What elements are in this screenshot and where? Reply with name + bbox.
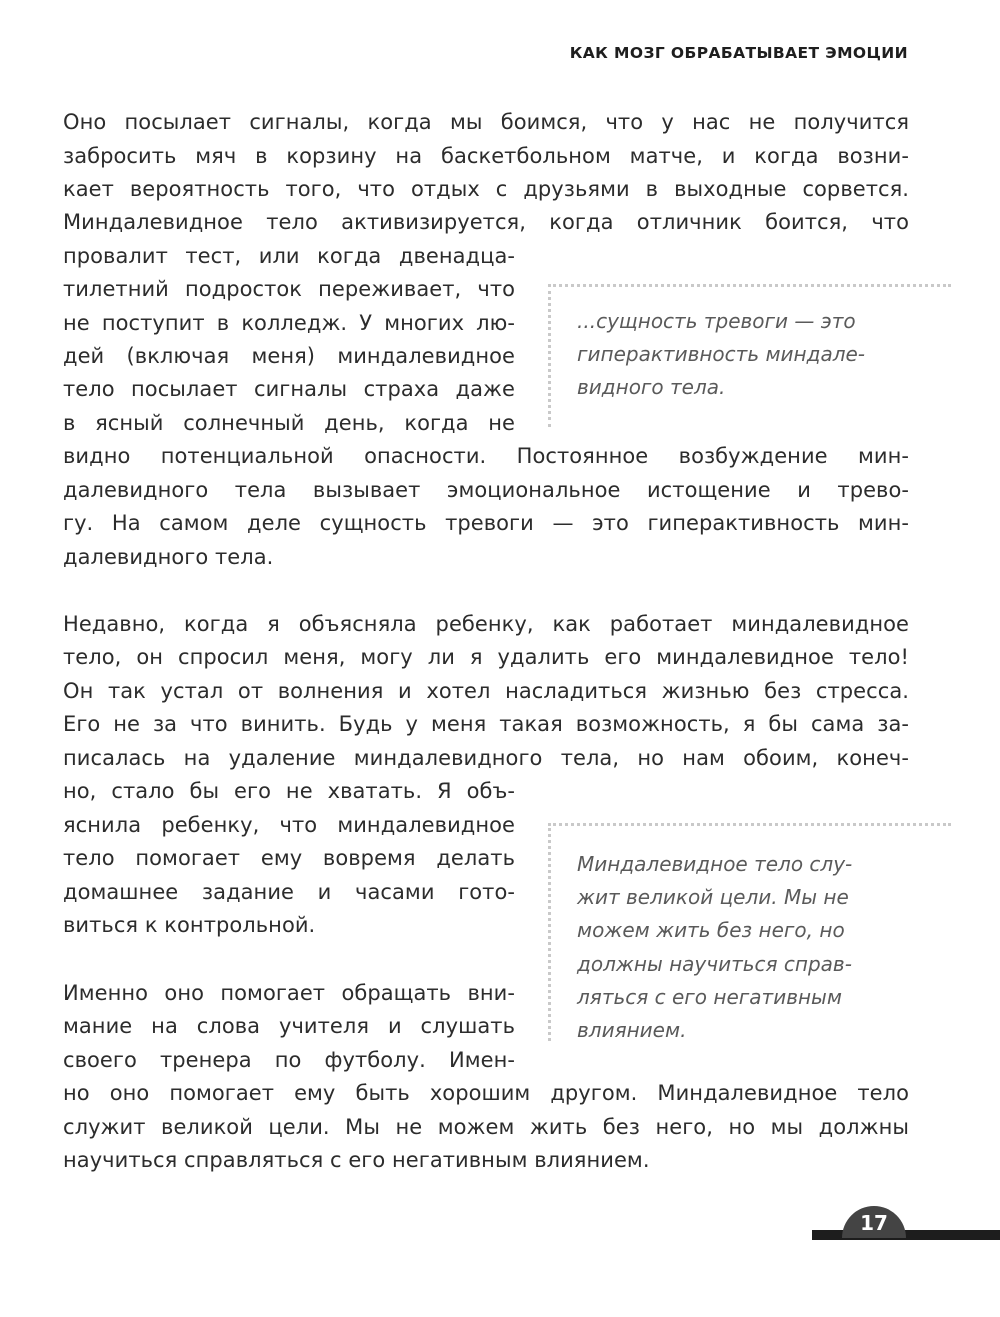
text-line: своего тренера по футболу. Имен- [63,1048,515,1072]
text-line: кает вероятность того, что отдых с друзьями в выходные сорвется. [63,177,909,201]
pull-quote-line: жит великой цели. Мы не [577,885,849,909]
text-line: забросить мяч в корзину на баскетбольном матче, и когда возни- [63,144,909,168]
text-line: научиться справляться с его негативным влиянием. [63,1148,650,1172]
pull-quote-line: Миндалевидное тело слу- [577,852,853,876]
text-line: виться к контрольной. [63,913,316,937]
text-line: тело посылает сигналы страха даже [63,377,515,401]
pull-quote-line: видного тела. [577,375,726,399]
pull-quote-line: гиперактивность миндале- [577,342,866,366]
text-line: гу. На самом деле сущность тревоги — это гиперактивность мин- [63,511,909,535]
text-line: служит великой цели. Мы не можем жить без него, но мы должны [63,1115,909,1139]
running-head: КАК МОЗГ ОБРАБАТЫВАЕТ ЭМОЦИИ [569,44,908,62]
text-line: видно потенциальной опасности. Постоянное возбуждение мин- [63,444,909,468]
text-line: Именно оно помогает обращать вни- [63,981,515,1005]
text-line: но оно помогает ему быть хорошим другом. Миндалевидное тело [63,1081,909,1105]
text-line: дей (включая меня) миндалевидное [63,344,515,368]
page-number: 17 [842,1206,906,1238]
pull-quote-line: можем жить без него, но [577,918,845,942]
text-line: далевидного тела. [63,545,274,569]
pull-quote-line: ляться с его негативным [577,985,842,1009]
text-line: Недавно, когда я объясняла ребенку, как работает миндалевидное [63,612,909,636]
pull-quote-1 [548,284,951,427]
pull-quote-line: влиянием. [577,1018,687,1042]
text-line: Оно посылает сигналы, когда мы боимся, что у нас не получится [63,110,909,134]
text-line: тело помогает ему вовремя делать [63,846,515,870]
text-line: тилетний подросток переживает, что [63,277,515,301]
footer-bar [812,1230,1000,1240]
text-line: писалась на удаление миндалевидного тела, но нам обоим, конеч- [63,746,909,770]
text-line: далевидного тела вызывает эмоциональное истощение и трево- [63,478,909,502]
text-line: но, стало бы его не хватать. Я объ- [63,779,515,803]
pull-quote-line: ...сущность тревоги — это [577,309,856,333]
text-line: провалит тест, или когда двенадца- [63,244,515,268]
text-line: в ясный солнечный день, когда не [63,411,515,435]
text-line: не поступит в колледж. У многих лю- [63,311,515,335]
pull-quote-line: должны научиться справ- [577,952,852,976]
text-line: мание на слова учителя и слушать [63,1014,515,1038]
pull-quote-2 [548,823,951,1041]
text-line: Миндалевидное тело активизируется, когда отличник боится, что [63,210,909,234]
text-line: Его не за что винить. Будь у меня такая возможность, я бы сама за- [63,712,909,736]
text-line: тело, он спросил меня, могу ли я удалить его миндалевидное тело! [63,645,909,669]
text-line: Он так устал от волнения и хотел насладиться жизнью без стресса. [63,679,909,703]
text-line: яснила ребенку, что миндалевидное [63,813,515,837]
text-line: домашнее задание и часами гото- [63,880,515,904]
